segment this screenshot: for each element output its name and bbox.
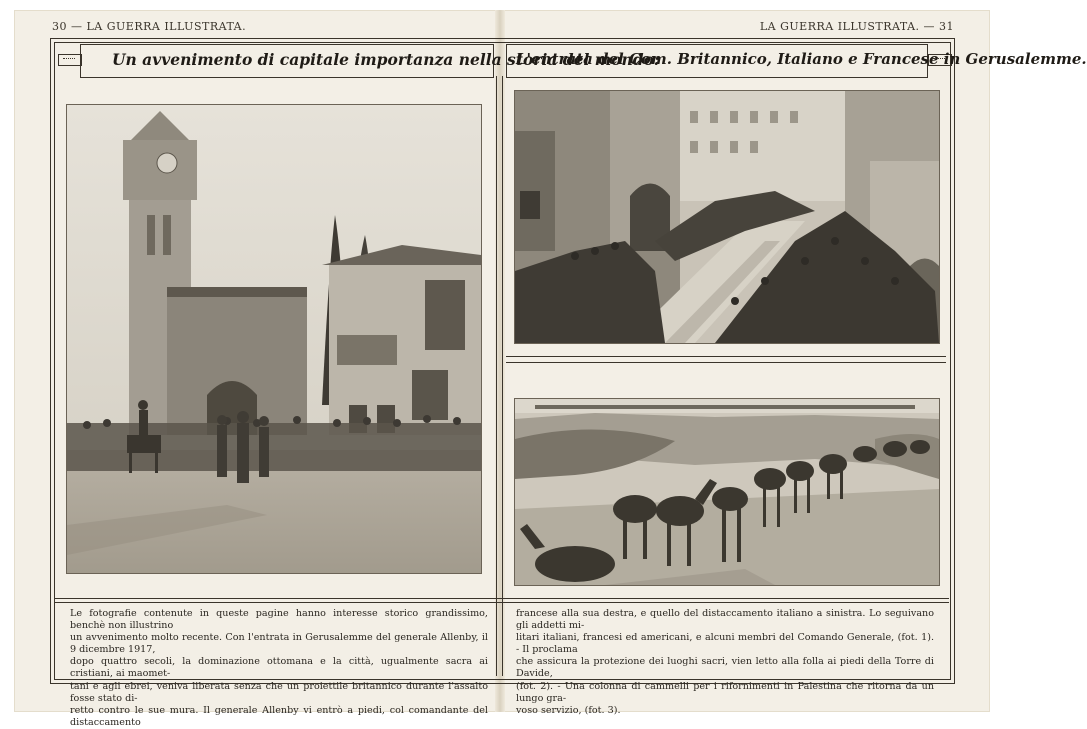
caption-line: un avvenimento molto recente. Con l'entrata in Gerusalemme del generale Allenby, il 9 dicembre 1917, (70, 632, 488, 656)
caption-line: litari italiani, francesi ed americani, e alcuni membri del Comando Generale, (fot. 1). - Il proclama (516, 632, 934, 656)
running-head-right: LA GUERRA ILLUSTRATA. — 31 (759, 20, 954, 33)
caption-right (516, 608, 934, 717)
running-head-left: 30 — LA GUERRA ILLUSTRATA. (52, 20, 247, 33)
photo-divider (506, 356, 946, 357)
photo-allenby-entry (66, 104, 482, 574)
caption-line: francese alla sua destra, e quello del distaccamento italiano a sinistra. Lo seguivano gli addetti mi- (516, 608, 934, 632)
caption-line: Le fotografie contenute in queste pagine hanno interesse storico grandissimo, benchè non illustrino (70, 608, 488, 632)
caption-line: retto contro le sue mura. Il generale Allenby vi entrò a piedi, col comandante del distaccamento (70, 704, 488, 728)
caption-rule-top (54, 602, 949, 603)
caption-line: dopo quattro secoli, la dominazione ottomana e la città, ugualmente sacra ai cristiani, ai maomet- (70, 656, 488, 680)
photo-divider (506, 362, 946, 363)
title-left: Un avvenimento di capitale importanza nella storia del mondo: (112, 50, 660, 69)
center-rule (496, 76, 497, 676)
photo-proclamation (514, 90, 940, 344)
caption-left (70, 608, 488, 729)
caption-line: (fot. 2). - Una colonna di cammelli per i rifornimenti in Palestina che ritorna da un lungo gra- (516, 680, 934, 704)
photo-camel-column (514, 398, 940, 586)
caption-line: voso servizio, (fot. 3). (516, 704, 621, 716)
ornament-icon (58, 54, 82, 66)
caption-rule-top (54, 598, 949, 599)
caption-line: tani e agli ebrei, veniva liberata senza che un proiettile britannico durante l'assalto fosse stato di- (70, 680, 488, 704)
center-rule (502, 76, 503, 676)
caption-line: che assicura la protezione dei luoghi sacri, vien letto alla folla ai piedi della Torre di Davide, (516, 656, 934, 680)
title-right: L'entrata del Com. Britannico, Italiano e Francese in Gerusalemme. (516, 50, 1087, 68)
